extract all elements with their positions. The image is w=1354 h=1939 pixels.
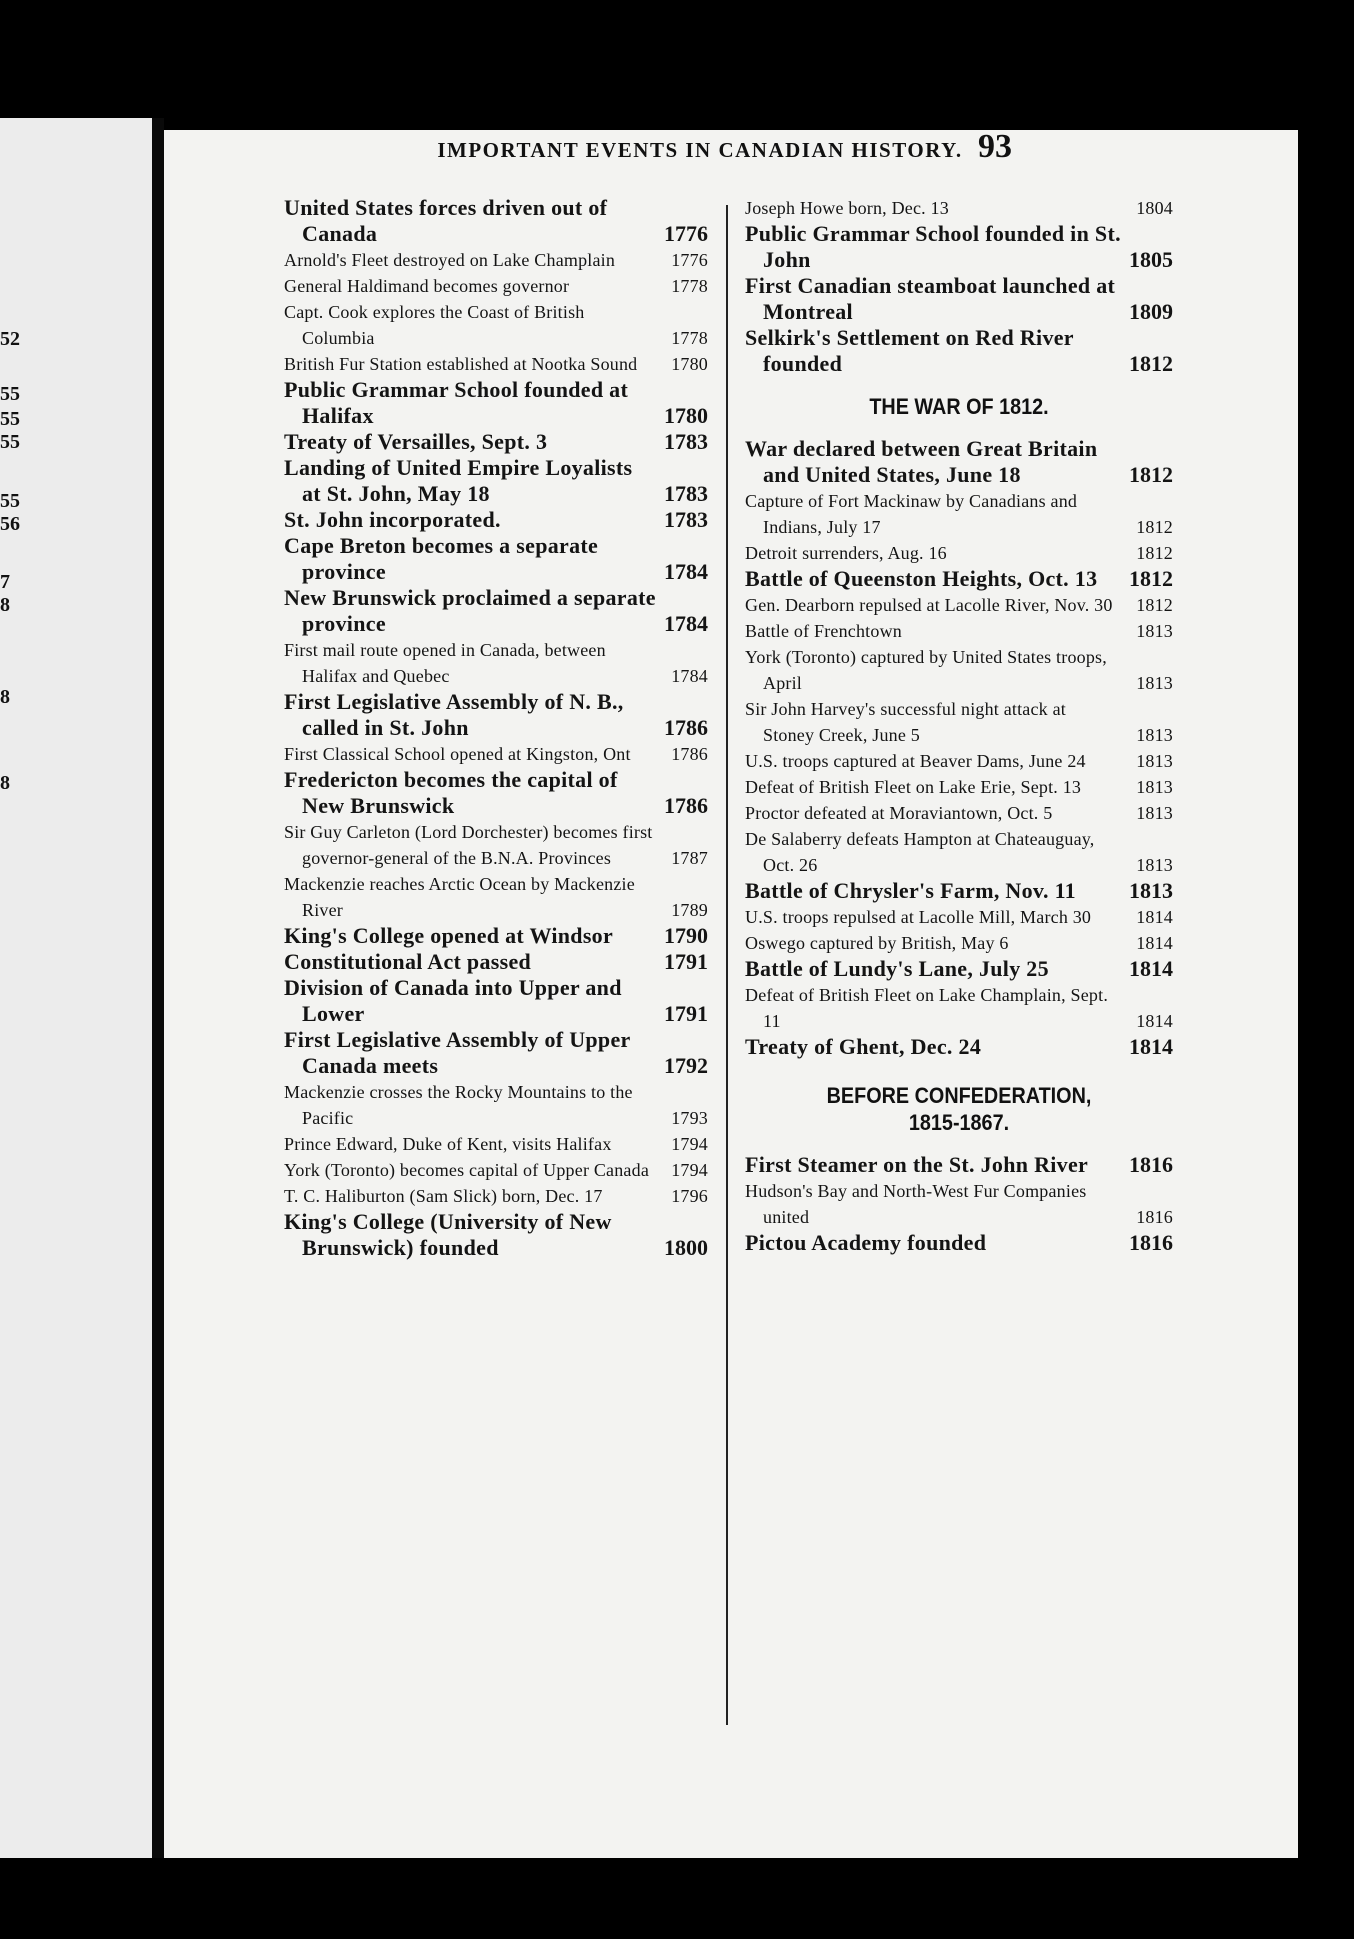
left-page-number-fragment: 55 — [0, 490, 20, 512]
before-confederation-entries — [745, 1152, 1173, 1256]
left-page-number-fragment: 56 — [0, 513, 20, 535]
event-year: 1812 — [1136, 517, 1173, 537]
event-year: 1812 — [1129, 462, 1173, 487]
event-entry — [745, 774, 1173, 800]
event-text: Detroit surrenders, Aug. 16 — [745, 543, 947, 563]
event-text: Selkirk's Settlement on Red River founded — [745, 325, 1074, 376]
event-text: Hudson's Bay and North-West Fur Companies united — [745, 1181, 1087, 1227]
event-entry — [745, 566, 1173, 592]
event-text: Defeat of British Fleet on Lake Erie, Sept. 13 — [745, 777, 1082, 797]
event-entry — [745, 221, 1173, 273]
event-year: 1794 — [671, 1160, 708, 1180]
left-page-edge — [0, 118, 152, 1858]
event-text: Cape Breton becomes a separate province — [284, 533, 599, 584]
event-entry — [745, 956, 1173, 982]
event-entry — [745, 930, 1173, 956]
event-text: Battle of Frenchtown — [745, 621, 902, 641]
event-year: 1813 — [1136, 751, 1173, 771]
event-entry — [284, 247, 708, 273]
event-year: 1816 — [1129, 1230, 1173, 1255]
event-year: 1786 — [664, 715, 708, 740]
left-page-number-fragment: 52 — [0, 328, 20, 350]
section-heading-line1: BEFORE CONFEDERATION, — [826, 1083, 1092, 1108]
event-entry — [284, 1079, 708, 1131]
event-entry — [745, 696, 1173, 748]
event-entry — [284, 1027, 708, 1079]
event-entry — [284, 871, 708, 923]
event-text: De Salaberry defeats Hampton at Chateauguay, Oct. 26 — [745, 829, 1095, 875]
event-entry — [284, 637, 708, 689]
column-divider — [726, 205, 728, 1725]
event-entry — [284, 923, 708, 949]
event-text: King's College opened at Windsor — [284, 923, 614, 948]
event-entry — [745, 800, 1173, 826]
event-year: 1813 — [1136, 621, 1173, 641]
event-year: 1812 — [1129, 351, 1173, 376]
event-year: 1796 — [671, 1186, 708, 1206]
event-text: First Legislative Assembly of Upper Canada meets — [284, 1027, 631, 1078]
event-text: United States forces driven out of Canada — [284, 195, 608, 246]
event-year: 1780 — [664, 403, 708, 428]
event-entry — [745, 748, 1173, 774]
event-text: British Fur Station established at Nootka Sound — [284, 354, 638, 374]
event-entry — [284, 689, 708, 741]
event-text: Public Grammar School founded in St. John — [745, 221, 1121, 272]
event-text: Public Grammar School founded at Halifax — [284, 377, 629, 428]
event-entry — [745, 1230, 1173, 1256]
event-entry — [745, 904, 1173, 930]
event-text: Pictou Academy founded — [745, 1230, 987, 1255]
event-text: Capture of Fort Mackinaw by Canadians and Indians, July 17 — [745, 491, 1078, 537]
event-year: 1786 — [664, 793, 708, 818]
event-year: 1794 — [671, 1134, 708, 1154]
event-entry — [745, 592, 1173, 618]
event-year: 1790 — [664, 923, 708, 948]
event-entry — [745, 325, 1173, 377]
event-text: Constitutional Act passed — [284, 949, 532, 974]
event-entry — [284, 273, 708, 299]
event-entry — [284, 767, 708, 819]
book-spine — [152, 118, 164, 1858]
event-entry — [745, 488, 1173, 540]
left-page-number-fragment: 8 — [0, 594, 10, 616]
event-entry — [284, 1209, 708, 1261]
event-year: 1784 — [664, 611, 708, 636]
event-entry — [284, 377, 708, 429]
event-year: 1786 — [671, 744, 708, 764]
event-text: First mail route opened in Canada, between Halifax and Quebec — [284, 640, 606, 686]
section-heading-war-of-1812: THE WAR OF 1812. — [869, 394, 1049, 419]
left-page-number-fragment: 8 — [0, 686, 10, 708]
war-of-1812-entries — [745, 436, 1173, 1060]
left-page-number-fragment: 55 — [0, 383, 20, 405]
event-entry — [745, 826, 1173, 878]
event-year: 1784 — [664, 559, 708, 584]
left-page-number-fragment: 8 — [0, 772, 10, 794]
event-entry — [284, 819, 708, 871]
left-page-number-fragment: 55 — [0, 408, 20, 430]
event-year: 1792 — [664, 1053, 708, 1078]
event-year: 1812 — [1136, 543, 1173, 563]
event-entry — [284, 1131, 708, 1157]
page-number: 93 — [978, 128, 1012, 165]
event-entry — [745, 878, 1173, 904]
event-text: Mackenzie reaches Arctic Ocean by Mackenzie River — [284, 874, 635, 920]
event-text: First Steamer on the St. John River — [745, 1152, 1089, 1177]
event-text: Division of Canada into Upper and Lower — [284, 975, 622, 1026]
event-text: Arnold's Fleet destroyed on Lake Champlain — [284, 250, 616, 270]
event-entry — [745, 540, 1173, 566]
right-column — [745, 195, 1173, 1256]
event-entry — [284, 195, 708, 247]
running-head: IMPORTANT EVENTS IN CANADIAN HISTORY. — [437, 138, 963, 162]
event-year: 1813 — [1136, 725, 1173, 745]
event-year: 1812 — [1136, 595, 1173, 615]
event-text: U.S. troops captured at Beaver Dams, June 24 — [745, 751, 1086, 771]
event-year: 1813 — [1136, 673, 1173, 693]
event-text: Prince Edward, Duke of Kent, visits Halifax — [284, 1134, 612, 1154]
event-entry — [745, 982, 1173, 1034]
event-year: 1814 — [1129, 956, 1173, 981]
event-entry — [284, 507, 708, 533]
event-entry — [745, 618, 1173, 644]
event-text: Fredericton becomes the capital of New Brunswick — [284, 767, 618, 818]
event-text: Capt. Cook explores the Coast of British Columbia — [284, 302, 585, 348]
event-year: 1784 — [671, 666, 708, 686]
event-text: T. C. Haliburton (Sam Slick) born, Dec. 17 — [284, 1186, 603, 1206]
event-year: 1809 — [1129, 299, 1173, 324]
event-entry — [745, 436, 1173, 488]
event-text: Oswego captured by British, May 6 — [745, 933, 1009, 953]
event-entry — [284, 299, 708, 351]
event-year: 1789 — [671, 900, 708, 920]
event-entry — [745, 1034, 1173, 1060]
event-year: 1813 — [1136, 803, 1173, 823]
event-text: Battle of Chrysler's Farm, Nov. 11 — [745, 878, 1076, 903]
event-text: Battle of Lundy's Lane, July 25 — [745, 956, 1049, 981]
event-entry — [284, 975, 708, 1027]
event-text: Gen. Dearborn repulsed at Lacolle River, Nov. 30 — [745, 595, 1113, 615]
event-text: York (Toronto) becomes capital of Upper Canada — [284, 1160, 650, 1180]
event-text: Treaty of Ghent, Dec. 24 — [745, 1034, 982, 1059]
event-text: Battle of Queenston Heights, Oct. 13 — [745, 566, 1098, 591]
event-text: New Brunswick proclaimed a separate province — [284, 585, 656, 636]
event-year: 1791 — [664, 1001, 708, 1026]
event-entry — [284, 585, 708, 637]
event-year: 1804 — [1136, 198, 1173, 218]
event-entry — [745, 1152, 1173, 1178]
section-heading-line2: 1815-1867. — [908, 1110, 1010, 1135]
event-entry — [284, 1183, 708, 1209]
event-text: First Classical School opened at Kingston, Ont — [284, 744, 631, 764]
event-text: Sir Guy Carleton (Lord Dorchester) becomes first governor-general of the B.N.A. Provinces — [284, 822, 653, 868]
event-text: First Canadian steamboat launched at Montreal — [745, 273, 1116, 324]
event-entry — [745, 644, 1173, 696]
event-entry — [745, 1178, 1173, 1230]
event-entry — [284, 949, 708, 975]
event-text: First Legislative Assembly of N. B., called in St. John — [284, 689, 624, 740]
event-text: King's College (University of New Brunswick) founded — [284, 1209, 612, 1260]
event-year: 1814 — [1136, 933, 1173, 953]
event-text: War declared between Great Britain and United States, June 18 — [745, 436, 1098, 487]
event-text: St. John incorporated. — [284, 507, 501, 532]
event-text: Landing of United Empire Loyalists at St. John, May 18 — [284, 455, 633, 506]
event-year: 1793 — [671, 1108, 708, 1128]
event-text: Joseph Howe born, Dec. 13 — [745, 198, 949, 218]
event-entry — [284, 533, 708, 585]
event-year: 1814 — [1136, 1011, 1173, 1031]
event-year: 1812 — [1129, 566, 1173, 591]
event-year: 1783 — [664, 507, 708, 532]
event-year: 1791 — [664, 949, 708, 974]
event-entry — [745, 195, 1173, 221]
event-year: 1805 — [1129, 247, 1173, 272]
event-year: 1783 — [664, 429, 708, 454]
event-text: U.S. troops repulsed at Lacolle Mill, March 30 — [745, 907, 1092, 927]
event-year: 1816 — [1136, 1207, 1173, 1227]
left-column — [284, 195, 708, 1261]
right-column-top-entries — [745, 195, 1173, 377]
event-text: Proctor defeated at Moraviantown, Oct. 5 — [745, 803, 1053, 823]
event-entry — [284, 1157, 708, 1183]
event-year: 1816 — [1129, 1152, 1173, 1177]
event-text: Defeat of British Fleet on Lake Champlain, Sept. 11 — [745, 985, 1109, 1031]
event-year: 1814 — [1136, 907, 1173, 927]
event-year: 1778 — [671, 328, 708, 348]
event-text: Sir John Harvey's successful night attack at Stoney Creek, June 5 — [745, 699, 1066, 745]
event-year: 1776 — [671, 250, 708, 270]
event-entry — [284, 741, 708, 767]
event-text: General Haldimand becomes governor — [284, 276, 570, 296]
event-year: 1814 — [1129, 1034, 1173, 1059]
event-year: 1813 — [1136, 855, 1173, 875]
left-page-number-fragment: 7 — [0, 571, 10, 593]
event-year: 1776 — [664, 221, 708, 246]
event-text: Treaty of Versailles, Sept. 3 — [284, 429, 548, 454]
event-text: York (Toronto) captured by United States troops, April — [745, 647, 1107, 693]
event-year: 1787 — [671, 848, 708, 868]
event-year: 1800 — [664, 1235, 708, 1260]
event-year: 1780 — [671, 354, 708, 374]
event-year: 1778 — [671, 276, 708, 296]
event-year: 1813 — [1129, 878, 1173, 903]
section-heading-before-confederation — [766, 1082, 1151, 1136]
event-entry — [284, 351, 708, 377]
event-text: Mackenzie crosses the Rocky Mountains to the Pacific — [284, 1082, 633, 1128]
event-entry — [745, 273, 1173, 325]
event-entry — [284, 455, 708, 507]
event-year: 1783 — [664, 481, 708, 506]
event-entry — [284, 429, 708, 455]
event-year: 1813 — [1136, 777, 1173, 797]
left-page-number-fragment: 55 — [0, 431, 20, 453]
